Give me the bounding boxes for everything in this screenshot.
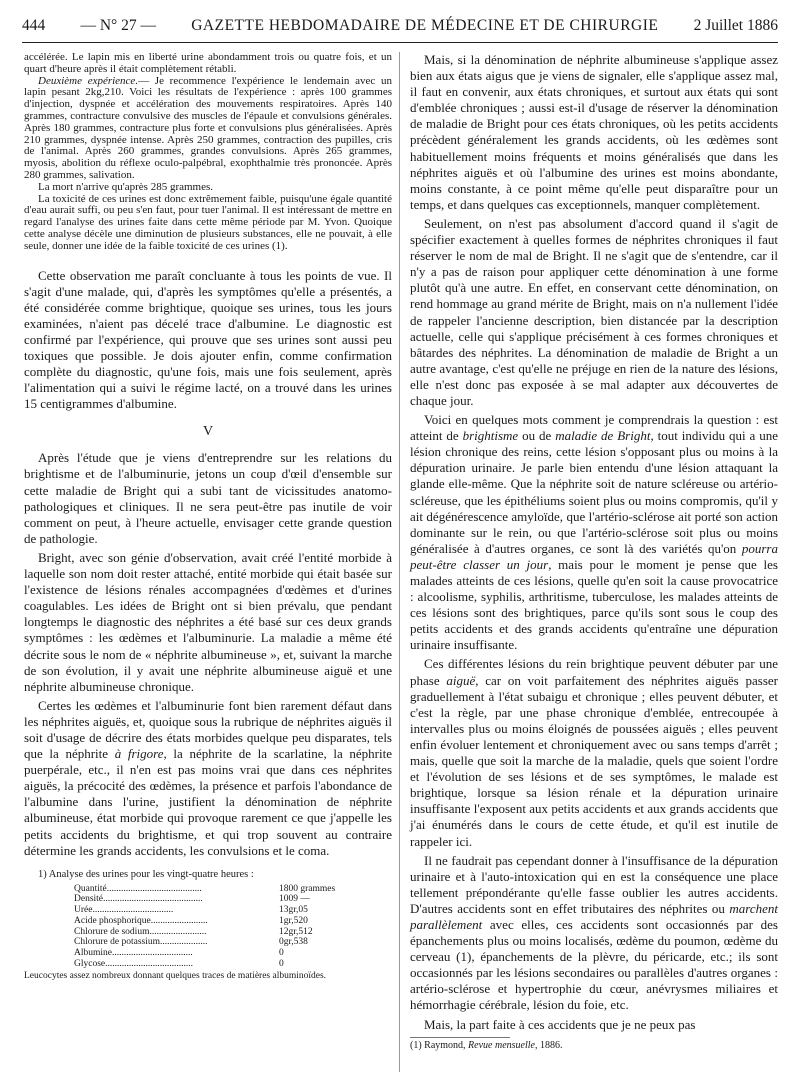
footnote-end: Leucocytes assez nombreux donnant quelques traces de matières albuminoïdes. — [24, 971, 327, 982]
voici-emphasis-2: maladie de Bright — [555, 428, 651, 444]
analysis-label: Quantité........................................ — [74, 883, 202, 894]
analysis-value: 1800 grammes — [279, 883, 336, 894]
observation-paragraph: Cette observation me paraît concluante à tous les points de vue. Il s'agit d'une malade, qui, d'après les symptômes qu'elle a présentés, a été considérée comme brightique, quoique ses urines, tous les jours examinées, n'aient pas décelé trace d'albumine. Le diagnostic est confirmé par l'expérience, qui prouve que ses urines sont aussi peu toxiques que possible. Je dois ajouter enfin, comme confirmation complète du diagnostic, qu'une fois, mais une fois seulement, après l'alimentation qui a suivi le régime lacté, on a trouvé dans les urines 15 centigrammes d'albumine. — [24, 267, 392, 412]
certes-text-b: , la néphrite de la scarlatine, la néphrite puerpérale, etc., il n'en est pas moins vrai que dans ces néphrites aiguës, la précocité des œdèmes, la présence et parfois l'abondance de l'albumine dans l'urine, justifient la dénomination de néphrite albumineuse, état morbide qui provoque rarement ce que j'appelle les petits accidents du brightisme, et qui trop souvent au contraire détermine les grands accidents, les convulsions et le coma. — [24, 746, 393, 858]
apres-paragraph: Après l'étude que je viens d'entreprendre sur les relations du brightisme et de l'albuminurie, jetons un coup d'œil d'ensemble sur cette maladie de Bright qui a subi tant de vicissitudes anatomo-pathologiques et cliniques. Il ne sera peut-être pas inutile de voir comment on peut, à l'heure actuelle, envisager cette grande question de pathologie. — [24, 450, 392, 546]
analysis-value: 0gr,538 — [279, 937, 308, 948]
certes-text-a: Certes les œdèmes et l'albuminurie font bien rarement défaut dans les néphrites aiguës, et, quoique sous la rubrique de néphrites aiguës il soit d'usage de décrire des états morbides quelque peu disparates, tels que la néphrite — [24, 697, 392, 762]
section-heading: V — [202, 424, 214, 440]
analysis-row — [74, 948, 374, 959]
right-footnote — [410, 1037, 563, 1051]
right-footnote-a: (1) Raymond, — [410, 1039, 469, 1051]
analysis-row — [74, 905, 374, 916]
analysis-value: 1gr,520 — [279, 915, 308, 926]
analysis-row — [74, 894, 374, 905]
ces-paragraph — [410, 656, 778, 849]
il-text-a: Il ne faudrait pas cependant donner à l'insuffisance de la dépuration urinaire et à l'auto-intoxication qui en est la conséquence une place tellement prépondérante qu'elle fasse oublier les autres accidents. D'autres accidents sont en effet tributaires des néphrites ou — [410, 852, 778, 916]
issue-date: 2 Juillet 1886 — [693, 17, 778, 34]
certes-paragraph — [24, 698, 392, 859]
ces-emphasis: aiguë — [446, 672, 476, 688]
bright-paragraph: Bright, avec son génie d'observation, avait créé l'entité morbide à laquelle son nom doit rester attaché, entité morbide qui était basée sur l'existence de lésions rénales accompagnées d'œdèmes et d'urines coagulables. Les idées de Bright ont si bien prévalu, que pendant longtemps le diagnostic des néphrites a été basé sur ces deux grands symptômes : les œdèmes et l'albuminurie. La maladie a même été décrite sous le nom de « néphrite albumineuse », et, suivant la marche de son évolution, il y avait une néphrite albumineuse aiguë et une néphrite albumineuse chronique. — [24, 549, 392, 694]
voici-emphasis-1: brightisme — [462, 428, 519, 444]
il-text-b: avec elles, ces accidents sont occasionnés par des épanchements plus ou moins localisés, œdème du poumon, œdème du cerveau (1), épanchements de la plèvre, du péricarde, etc.; ils sont occasionnés par les lésions secondaires ou parallèles d'autres organes : artério-sclérose et hypertrophie du cœur, anévrysmes miliaires et hémorrhagie cérébrale, lésion du foie, etc. — [410, 916, 778, 1013]
analysis-row — [74, 916, 374, 927]
voici-text-a: Voici en quelques mots comment je comprendrais la question : est atteint de — [410, 412, 778, 444]
voici-text-d: , mais pour le moment je pense que les malades atteints de ces lésions, quelle qu'en soit la cause provocatrice : alcoolisme, syphilis, arthritisme, tuberculose, les malades atteints de ces lésions sont des brightiques, parce qu'ils sont sous le coup des petits accidents et des grands accidents qu'entraîne une dépuration urinaire insuffisante. — [410, 556, 778, 653]
analysis-row — [74, 927, 374, 938]
analysis-label: Acide phosphorique........................ — [74, 915, 208, 926]
voici-text-b: ou de — [518, 428, 556, 444]
analysis-value: 1009 — — [279, 894, 310, 905]
header-rule — [22, 42, 778, 43]
analysis-row — [74, 884, 374, 895]
death-line: La mort n'arrive qu'après 285 grammes. — [38, 180, 214, 193]
ces-text-b: , car on voit parfaitement des néphrites aiguës passer graduellement à l'état subaigu et chronique ; elles peuvent débuter, et c'est la règle, par une phase chronique d'emblée, entrecoupée à intervalles plus ou moins éloignés de poussées aiguës ; elles peuvent enfin évoluer lentement et chroniquement avec ou sans temps d'arrêt ; mais, quelle que soit la marche de la maladie, quels que soient l'ordre et l'évolution de ses lésions et de ses symptômes, le malade est brightique, lorsque sa lésion rénale et la dépuration urinaire insuffisante l'exposent aux petits accidents et aux grands accidents que j'ai énumérés dans le cours de cette étude, et qu'il est inutile de rappeler ici. — [410, 672, 778, 849]
mais-paragraph: Mais, si la dénomination de néphrite albumineuse s'applique assez bien aux états aigus que je viens de signaler, elle s'applique assez mal, il faut en convenir, aux états chroniques, et surtout aux états qui sont d'emblée chroniques ; aussi est-il d'usage de réserver la dénomination de maladie de Bright pour ces états chroniques, où les petits accidents précèdent généralement les grands accidents, où les œdèmes sont habituellement moins fréquents et moins généralisés que dans les néphrites aiguës et où l'albumine des urines est moins abondante, moins constante, à ce point même qu'elle peut disparaître pour un temps, et dans quelques cas exceptionnels, manquer complètement. — [410, 52, 778, 212]
column-divider — [399, 52, 400, 1072]
analysis-value: 0 — [279, 947, 284, 958]
analysis-value: 0 — [279, 958, 284, 969]
page-number: 444 — [22, 17, 46, 34]
analysis-row — [74, 937, 374, 948]
ces-text-a: Ces différentes lésions du rein brightique peuvent débuter par une phase — [410, 656, 778, 688]
voici-emphasis-3: pourra peut-être classer un jour — [410, 540, 778, 572]
right-footnote-emphasis: Revue mensuelle — [468, 1039, 535, 1051]
voici-text-c: , tout individu qui a une lésion chronique des reins, cette lésion s'opposant plus ou moins à la dépuration urinaire. Je parle bien entendu d'une lésion attaquant la glande elle-même. Que la néphrite soit de nature scléreuse ou artério-scléreuse, que les épithéliums soient plus ou moins compromis, qu'il y ait dégénérescence amyloïde, que l'artério-sclérose ait porté son action dominante sur le rein, ou que l'artério-sclérose soit plus ou moins généralisée à d'autres organes, ce sont là des variétés qu'on — [410, 428, 778, 556]
right-footnote-b: , 1886. — [534, 1039, 563, 1051]
left-column — [24, 52, 392, 981]
last-line: Mais, la part faite à ces accidents que je ne peux pas — [424, 1016, 696, 1032]
analysis-label: Glycose..................................... — [74, 958, 194, 969]
analysis-label: Densité.......................................... — [74, 894, 203, 905]
journal-title: GAZETTE HEBDOMADAIRE DE MÉDECINE ET DE CHIRURGIE — [191, 17, 659, 34]
certes-emphasis: à frigore — [114, 746, 164, 762]
footnote-title: 1) Analyse des urines pour les vingt-quatre heures : — [38, 868, 254, 880]
il-emphasis: marchent parallèlement — [410, 900, 778, 932]
issue-number: — N° 27 — — [80, 17, 156, 34]
toxicity-paragraph: La toxicité de ces urines est donc extrêmement faible, puisqu'une égale quantité d'eau aurait suffi, ou peu s'en faut, pour tuer l'animal. Il est intéressant de mettre en regard l'analyse des urines faite dans cette même période par M. Yvon. Quoique cette analyse décèle une diminution de plusieurs substances, elle ne pouvait, à elle seule, donner une idée de la faible toxicité de ces urines (1). — [24, 192, 392, 252]
right-column — [410, 52, 778, 1051]
analysis-label: Albumine.................................. — [74, 947, 193, 958]
second-experiment — [24, 76, 392, 182]
voici-paragraph — [410, 412, 778, 653]
page-header — [22, 12, 778, 40]
analysis-value: 12gr,512 — [279, 926, 313, 937]
seulement-paragraph: Seulement, on n'est pas absolument d'accord quand il s'agit de spécifier exactement à quelles formes de néphrites chroniques il faut réserver le nom de mal de Bright. Il ne s'agit que de s'entendre, car il n'y a pas de raison pour appliquer cette dénomination à une forme plutôt qu'à une autre. En effet, en conservant cette dénomination, on rend hommage au grand mérite de Bright, mais on n'a nullement l'idée de rappeler l'ancienne description, bien distancée par la description actuelle, celle qui s'applique précisément à ces formes chroniques et bâtardes des néphrites. La dénomination de maladie de Bright a un autre avantage, c'est qu'elle ne préjuge en rien de la nature des lésions, elle n'est donc pas exposée à se mal adapter aux découvertes de chaque jour. — [410, 215, 778, 408]
il-paragraph — [410, 853, 778, 1014]
intro-text: accélérée. Le lapin mis en liberté urine abondamment trois ou quatre fois, et un quart d'heure après il était complètement rétabli. — [24, 51, 392, 75]
analysis-label: Chlorure de sodium........................ — [74, 926, 207, 937]
analysis-label: Urée.................................. — [74, 905, 174, 916]
second-experiment-title: Deuxième expérience. — [38, 74, 139, 87]
analysis-row — [74, 959, 374, 970]
urine-analysis-table — [74, 884, 374, 970]
analysis-value: 13gr,05 — [279, 905, 308, 916]
second-experiment-text: — Je recommence l'expérience le lendemain avec un lapin pesant 2kg,210. Voici les résultats de l'expérience : après 100 grammes d'injection, dyspnée et accélération des mouvements respiratoires. Après 140 grammes, contracture convulsive des muscles de l'épaule et convulsions générales. Après 180 grammes, contracture plus forte et convulsions plus généralisées. Après 210 grammes, dyspnée intense. Après 250 grammes, contraction des pupilles, cris de l'animal. Après 260 grammes, grandes convulsions. Après 265 grammes, myosis, abolition du réflexe oculo-palpébral, exophthalmie très prononcée. Après 280 grammes, salivation. — [24, 74, 393, 181]
analysis-label: Chlorure de potassium.................... — [74, 937, 208, 948]
